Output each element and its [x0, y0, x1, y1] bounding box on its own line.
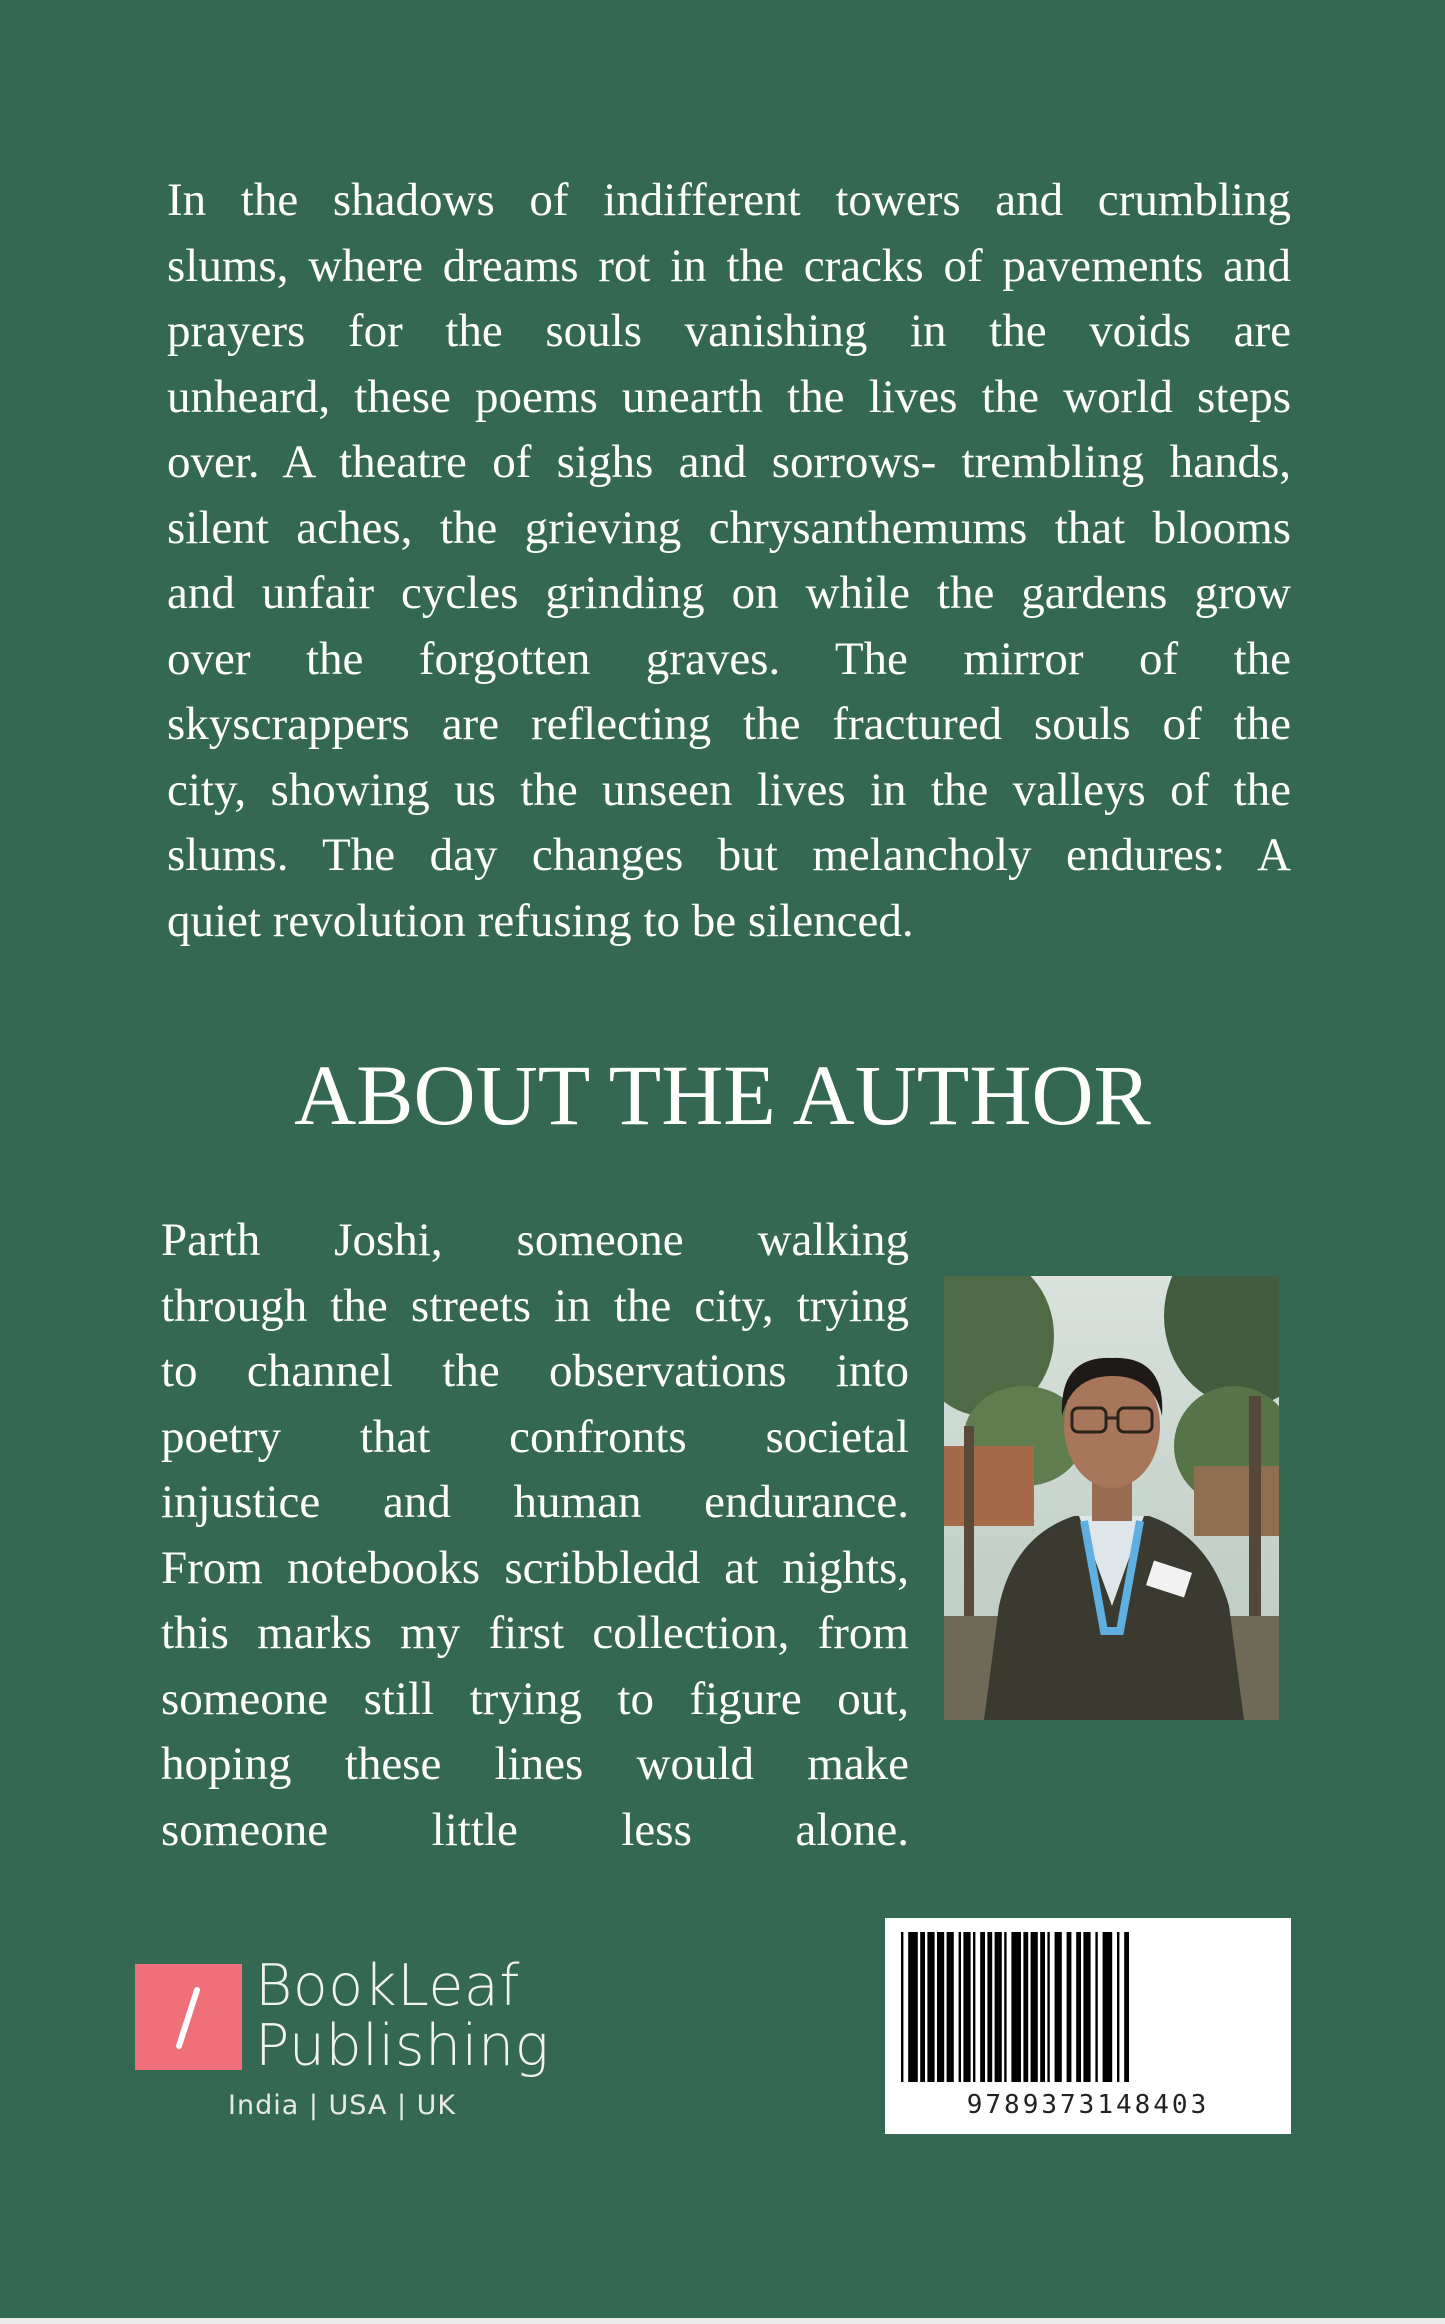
blurb-line: In the shadows of indifferent towers and crumbling	[167, 174, 1291, 226]
barcode-bar	[1047, 1932, 1049, 2082]
blurb-line: prayers for the souls vanishing in the voids are	[167, 305, 1291, 357]
bookleaf-logo	[135, 1953, 555, 2134]
barcode-bar	[1117, 1932, 1119, 2082]
barcode-bar	[920, 1932, 925, 2082]
barcode-bar	[927, 1932, 934, 2082]
barcode-bar	[1083, 1932, 1090, 2082]
blurb-line: skyscrappers are reflecting the fractured souls of the	[167, 698, 1291, 750]
barcode-bar	[980, 1932, 985, 2082]
bio-line: someone little less alone.	[161, 1803, 909, 1856]
barcode-bar	[995, 1932, 1002, 2082]
bio-line: From notebooks scribbledd at nights,	[161, 1541, 909, 1594]
blurb-line: over the forgotten graves. The mirror of the	[167, 632, 1291, 685]
author-photo	[944, 1276, 1279, 1720]
bio-line: someone still trying to figure out,	[161, 1672, 909, 1725]
barcode-bar	[1011, 1932, 1021, 2082]
bio-line: hoping these lines would make	[161, 1738, 909, 1790]
blurb-line: and unfair cycles grinding on while the gardens grow	[167, 567, 1291, 619]
barcode-bar	[973, 1932, 975, 2082]
isbn-number: 9789373148403	[966, 2090, 1210, 2120]
blurb-line: quiet revolution refusing to be silenced.	[167, 894, 914, 947]
bio-line: to channel the observations into	[161, 1345, 909, 1397]
barcode-bar	[1124, 1932, 1129, 2082]
blurb-line: slums. The day changes but melancholy endures: A	[167, 829, 1291, 881]
barcode-bar	[1076, 1932, 1081, 2082]
blurb-line: slums, where dreams rot in the cracks of pavements and	[167, 239, 1291, 292]
barcode-bar	[1023, 1932, 1028, 2082]
author-bio	[161, 1208, 909, 1863]
barcode-bar	[987, 1932, 992, 2082]
barcode-bar	[1040, 1932, 1045, 2082]
about-author-heading: ABOUT THE AUTHOR	[294, 1047, 1151, 1143]
barcode-bar	[1103, 1932, 1113, 2082]
bio-line: Parth Joshi, someone walking	[161, 1214, 909, 1266]
barcode-bar	[1004, 1932, 1006, 2082]
back-cover-blurb	[167, 168, 1291, 954]
isbn-barcode	[885, 1918, 1291, 2134]
blurb-line: unheard, these poems unearth the lives the world steps	[167, 370, 1291, 423]
barcode-bar	[1031, 1932, 1038, 2082]
barcode-bar	[1095, 1932, 1097, 2082]
slash-icon	[135, 1964, 242, 2070]
barcode-bar	[947, 1932, 954, 2082]
bio-line: this marks my first collection, from	[161, 1607, 909, 1659]
barcode-bar	[1067, 1932, 1072, 2082]
barcode-bar	[901, 1932, 903, 2082]
publisher-name: BookLeaf Publishing	[255, 1953, 550, 2079]
publisher-regions: India | USA | UK	[228, 2090, 457, 2121]
bio-line: injustice and human endurance.	[161, 1476, 909, 1528]
blurb-line: city, showing us the unseen lives in the valleys of the	[167, 763, 1291, 816]
blurb-line: over. A theatre of sighs and sorrows- trembling hands,	[167, 436, 1291, 488]
barcode-bar	[937, 1932, 944, 2082]
bottom-edge	[0, 2318, 1445, 2324]
barcode-bar	[963, 1932, 970, 2082]
blurb-line: silent aches, the grieving chrysanthemums that blooms	[167, 501, 1291, 554]
barcode-bar	[959, 1932, 961, 2082]
bio-line: poetry that confronts societal	[161, 1410, 909, 1463]
barcode-bar	[908, 1932, 918, 2082]
bio-line: through the streets in the city, trying	[161, 1279, 909, 1332]
barcode-bar	[1055, 1932, 1062, 2082]
